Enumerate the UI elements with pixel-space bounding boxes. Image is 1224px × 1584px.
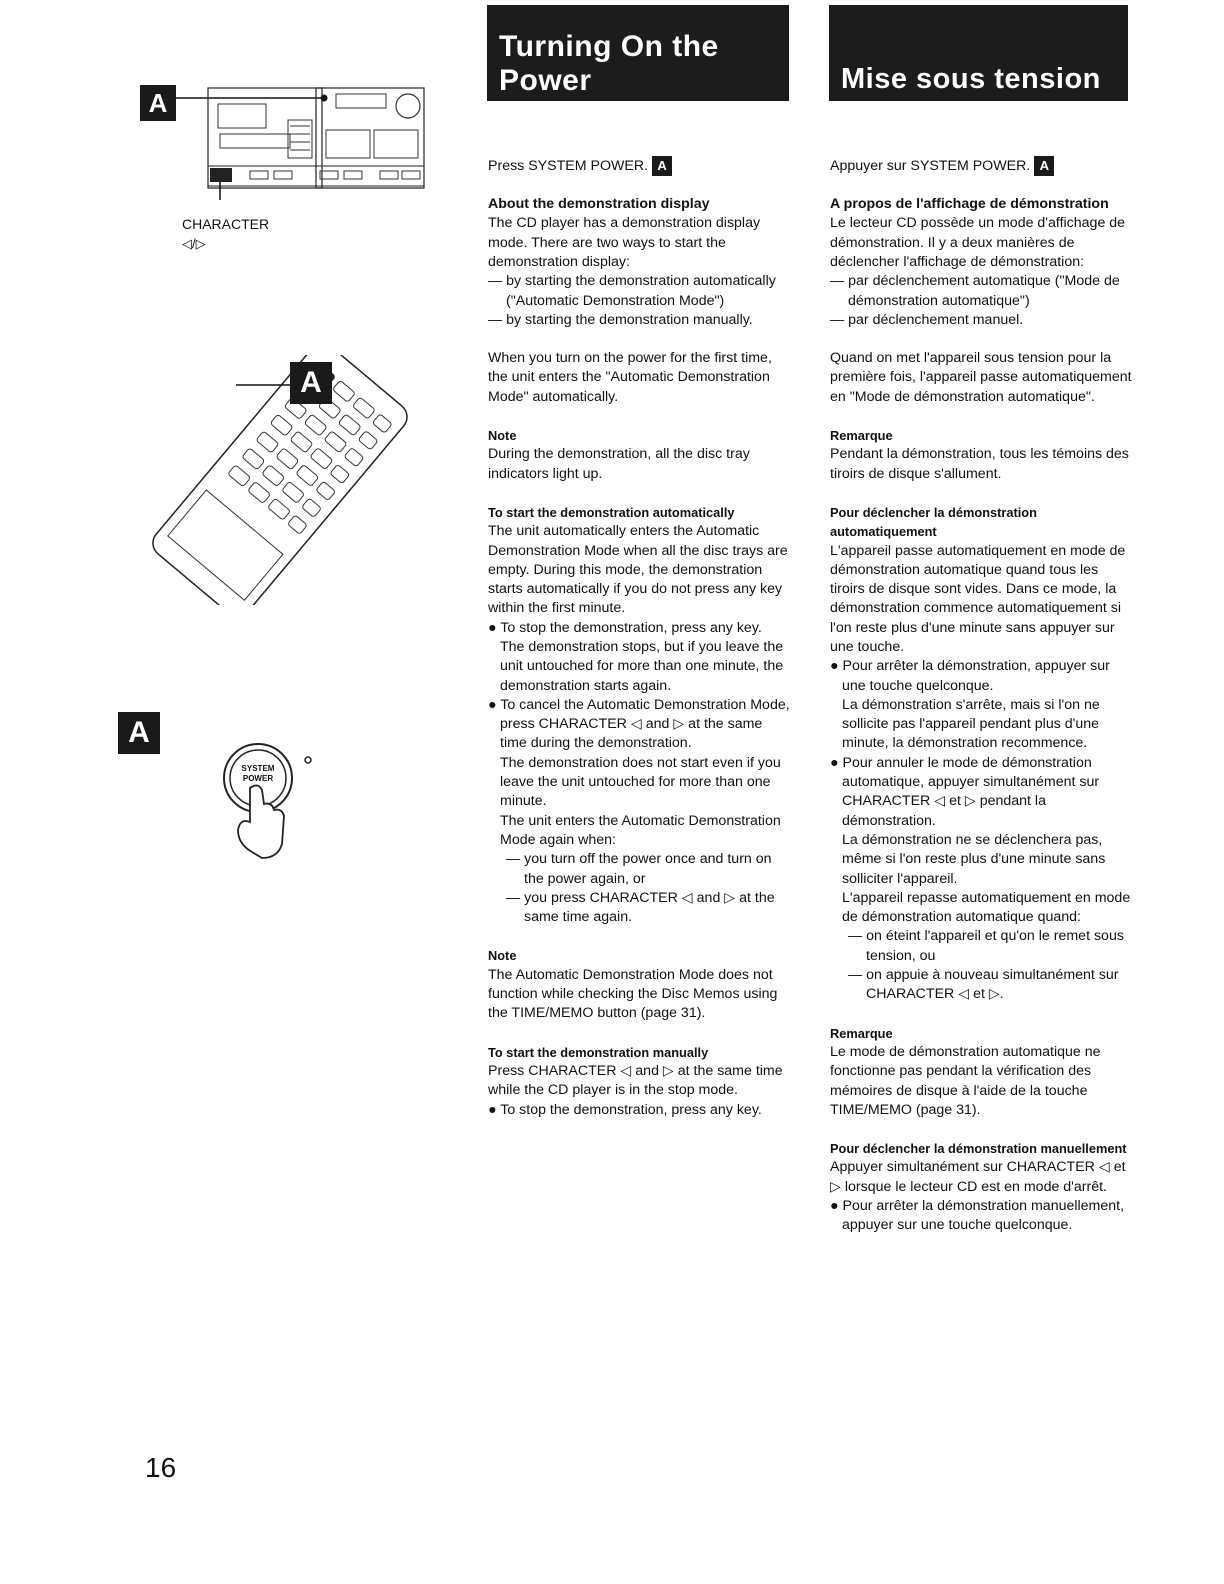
en-title-banner xyxy=(487,5,789,101)
inline-label-a: A xyxy=(1034,156,1054,176)
en-auto-dash2: — you press CHARACTER ◁ and ▷ at the same time again. xyxy=(506,889,775,926)
fr-about-dash2: — par déclenchement manuel. xyxy=(830,311,1024,328)
fr-auto-text: L'appareil passe automatiquement en mode de démonstration automatique quand tous les tiroirs de disque sont vides. Dans ce mode, la démonstration commence automatiquement si l'on reste plus d'une minute sans appuyer sur une touche. xyxy=(830,542,1126,655)
fr-about-dash1: — par déclenchement automatique ("Mode de démonstration automatique") xyxy=(830,273,1120,309)
en-title-line2: Power xyxy=(499,64,592,97)
stereo-unit-illustration xyxy=(140,80,440,200)
en-auto-heading: To start the demonstration automatically xyxy=(488,504,735,520)
fr-auto-bullet2: ● Pour annuler le mode de démonstration automatique, appuyer simultanément sur CHARACTER ◁ et ▷ pendant la démonstration. xyxy=(830,754,1100,829)
remote-label-a: A xyxy=(290,362,332,404)
inline-label-a: A xyxy=(652,156,672,176)
fr-note2-text: Le mode de démonstration automatique ne fonctionne pas pendant la vérification des mémoires de disque à l'aide de la touche TIME/MEMO (page 31). xyxy=(830,1043,1101,1118)
fr-manual-heading: Pour déclencher la démonstration manuellement xyxy=(830,1141,1127,1157)
en-manual-bullet: ● To stop the demonstration, press any key. xyxy=(488,1101,762,1118)
fr-manual-text: Appuyer simultanément sur CHARACTER ◁ et ▷ lorsque le lecteur CD est en mode d'arrêt. xyxy=(830,1159,1126,1195)
system-power-label-a: A xyxy=(118,712,160,754)
fr-note2-heading: Remarque xyxy=(830,1025,893,1041)
fr-auto-bullet1-cont: La démonstration s'arrête, mais si l'on ne sollicite pas l'appareil pendant plus d'une minute, la démonstration recommence. xyxy=(842,696,1100,752)
fr-title-banner xyxy=(829,5,1128,101)
en-about-dash1: — by starting the demonstration automatically ("Automatic Demonstration Mode") xyxy=(488,273,776,309)
en-title-line1: Turning On the xyxy=(499,30,719,63)
en-auto-bullet1: ● To stop the demonstration, press any key. xyxy=(488,619,762,636)
fr-note1-text: Pendant la démonstration, tous les témoins des tiroirs de disque s'allument. xyxy=(830,446,1129,482)
character-label: CHARACTER xyxy=(182,216,270,232)
en-auto-bullet2-cont1: The demonstration does not start even if you leave the unit untouched for more than one minute. xyxy=(500,754,781,810)
page-number: 16 xyxy=(145,1452,177,1483)
fr-auto-heading: Pour déclencher la démonstration automatiquement xyxy=(830,504,1037,540)
fr-first-time: Quand on met l'appareil sous tension pour la première fois, l'appareil passe automatiquement en "Mode de démonstration automatique". xyxy=(830,350,1132,405)
fr-about-heading: A propos de l'affichage de démonstration xyxy=(830,196,1109,213)
en-note2-heading: Note xyxy=(488,948,517,964)
fr-auto-bullet1: ● Pour arrêter la démonstration, appuyer sur une touche quelconque. xyxy=(830,658,1110,694)
character-arrows-label: ◁/▷ xyxy=(182,236,206,251)
system-power-button-illustration xyxy=(222,738,322,878)
fr-auto-bullet2-cont2: L'appareil repasse automatiquement en mode de démonstration automatique quand: xyxy=(842,889,1131,926)
system-power-button-text-2: POWER xyxy=(242,774,274,783)
remote-control-illustration xyxy=(150,355,415,605)
fr-about-text: Le lecteur CD possède un mode d'affichage de démonstration. Il y a deux manières de déclencher l'affichage de démonstration: xyxy=(830,215,1126,270)
english-column xyxy=(488,156,793,1120)
fr-title: Mise sous tension xyxy=(841,63,1101,95)
fr-manual-bullet: ● Pour arrêter la démonstration manuellement, appuyer sur une touche quelconque. xyxy=(830,1198,1125,1234)
en-about-dash2: — by starting the demonstration manually. xyxy=(488,311,753,328)
en-manual-heading: To start the demonstration manually xyxy=(488,1044,709,1060)
fr-auto-dash2: — on appuie à nouveau simultanément sur CHARACTER ◁ et ▷. xyxy=(848,967,1119,1003)
french-column xyxy=(830,156,1134,1236)
fr-note1-heading: Remarque xyxy=(830,428,893,444)
en-auto-text: The unit automatically enters the Automatic Demonstration Mode when all the disc trays are empty. During this mode, the demonstration starts automatically if you do not press any key within the first minute. xyxy=(488,523,788,617)
en-auto-dash1: — you turn off the power once and turn on the power again, or xyxy=(506,851,772,887)
figure-label-a: A xyxy=(140,85,176,121)
en-about-text: The CD player has a demonstration display mode. There are two ways to start the demonstration display: xyxy=(488,215,761,270)
en-auto-bullet1-cont: The demonstration stops, but if you leave the unit untouched for more than one minute, the demonstration starts again. xyxy=(500,638,784,694)
fr-auto-bullet2-cont1: La démonstration ne se déclenchera pas, même si l'on reste plus d'une minute sans solliciter l'appareil. xyxy=(842,831,1106,887)
fr-intro: Appuyer sur SYSTEM POWER. A xyxy=(830,156,1134,176)
en-manual-text: Press CHARACTER ◁ and ▷ at the same time while the CD player is in the stop mode. xyxy=(488,1062,783,1099)
en-about-heading: About the demonstration display xyxy=(488,196,710,213)
fr-auto-dash1: — on éteint l'appareil et qu'on le remet sous tension, ou xyxy=(848,928,1124,964)
system-power-button-text-1: SYSTEM xyxy=(241,764,275,773)
en-auto-bullet2-cont2: The unit enters the Automatic Demonstration Mode again when: xyxy=(500,812,781,848)
en-intro: Press SYSTEM POWER. A xyxy=(488,156,793,176)
en-note1-text: During the demonstration, all the disc tray indicators light up. xyxy=(488,446,750,482)
en-note1-heading: Note xyxy=(488,428,517,444)
en-note2-text: The Automatic Demonstration Mode does not function while checking the Disc Memos using the TIME/MEMO button (page 31). xyxy=(488,966,778,1022)
en-auto-bullet2: ● To cancel the Automatic Demonstration Mode, press CHARACTER ◁ and ▷ at the same time during the demonstration. xyxy=(488,696,790,752)
en-first-time: When you turn on the power for the first time, the unit enters the "Automatic Demonstration Mode" automatically. xyxy=(488,350,772,405)
